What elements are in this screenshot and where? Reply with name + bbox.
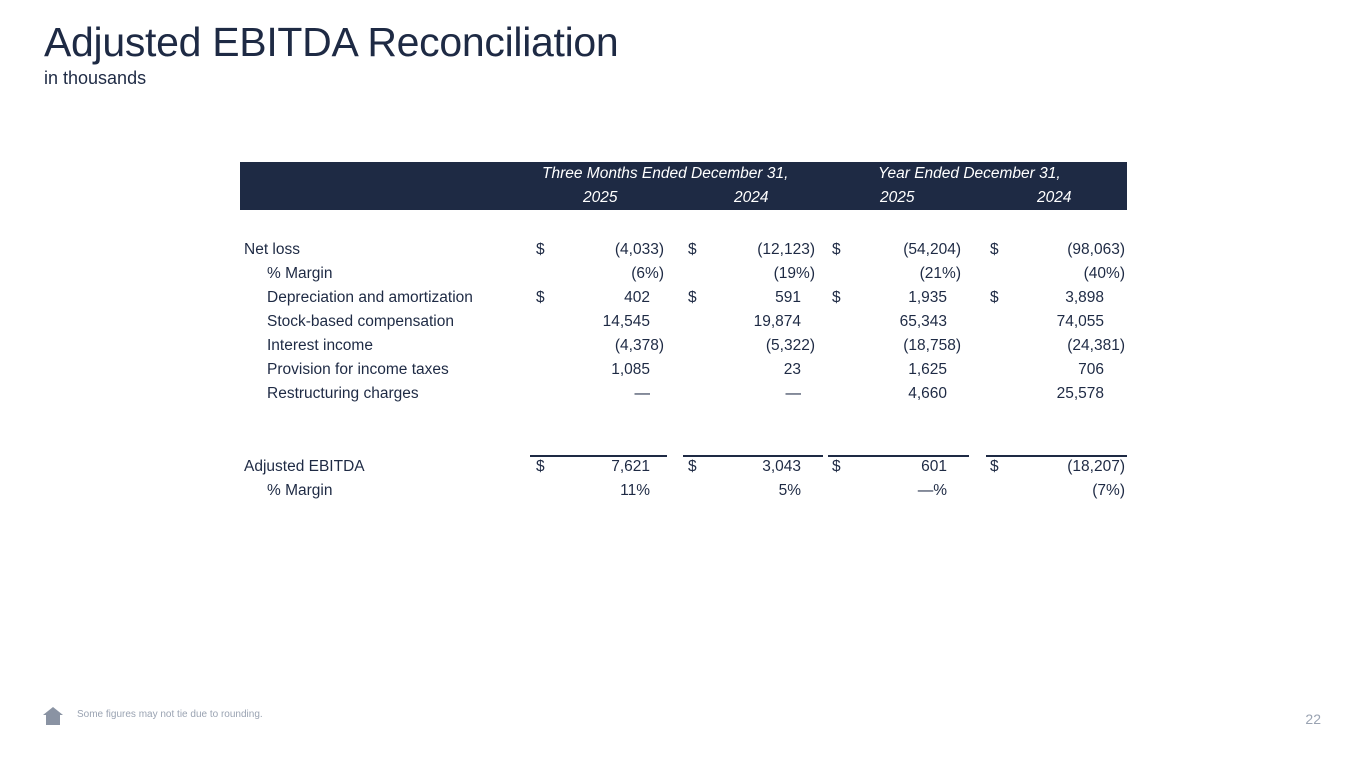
- row-label: Interest income: [267, 337, 373, 354]
- table-row: [240, 455, 1127, 479]
- header-year-col-3: 2025: [880, 189, 915, 206]
- currency-symbol: $: [688, 241, 697, 258]
- cell-value: (18,758): [903, 337, 961, 354]
- row-label: Net loss: [244, 241, 300, 258]
- footnote: Some figures may not tie due to rounding.: [77, 709, 263, 720]
- cell-value: (6%): [631, 265, 664, 282]
- table-row: [240, 286, 1127, 310]
- cell-value: 601: [921, 458, 947, 475]
- cell-value: (4,033): [614, 241, 664, 258]
- cell-value: (12,123): [757, 241, 815, 258]
- table-row: [240, 310, 1127, 334]
- header-year-col-2: 2024: [734, 189, 769, 206]
- cell-value: 4,660: [908, 385, 947, 402]
- header-year: Year Ended December 31,: [878, 165, 1061, 182]
- cell-value: 7,621: [611, 458, 650, 475]
- cell-value: 3,043: [762, 458, 801, 475]
- cell-value: 1,935: [908, 289, 947, 306]
- header-year-col-4: 2024: [1037, 189, 1072, 206]
- cell-value: (18,207): [1067, 458, 1125, 475]
- row-label: Stock-based compensation: [267, 313, 454, 330]
- currency-symbol: $: [688, 289, 697, 306]
- page-title: Adjusted EBITDA Reconciliation: [44, 19, 619, 65]
- header-year-col-1: 2025: [583, 189, 618, 206]
- row-label: % Margin: [267, 265, 333, 282]
- currency-symbol: $: [536, 458, 545, 475]
- header-three-months: Three Months Ended December 31,: [542, 165, 789, 182]
- cell-value: (21%): [919, 265, 961, 282]
- page-subtitle: in thousands: [44, 68, 147, 88]
- table-row: [240, 238, 1127, 262]
- row-label: Provision for income taxes: [267, 361, 449, 378]
- table-body: [240, 210, 1127, 499]
- cell-value: 19,874: [753, 313, 801, 330]
- cell-value: 25,578: [1056, 385, 1104, 402]
- cell-value: (7%): [1092, 482, 1125, 499]
- currency-symbol: $: [990, 458, 999, 475]
- row-label: % Margin: [267, 482, 333, 499]
- row-label: Adjusted EBITDA: [244, 458, 365, 475]
- home-icon[interactable]: [42, 706, 64, 726]
- cell-value: 5%: [778, 482, 801, 499]
- table-row: [240, 334, 1127, 358]
- table-row: [240, 382, 1127, 406]
- cell-value: 11%: [620, 482, 650, 499]
- cell-value: —%: [917, 482, 947, 499]
- cell-value: (98,063): [1067, 241, 1125, 258]
- cell-value: 402: [624, 289, 650, 306]
- cell-value: 14,545: [602, 313, 650, 330]
- cell-value: (19%): [773, 265, 815, 282]
- cell-value: —: [785, 385, 801, 402]
- currency-symbol: $: [832, 458, 841, 475]
- cell-value: (54,204): [903, 241, 961, 258]
- currency-symbol: $: [990, 289, 999, 306]
- currency-symbol: $: [990, 241, 999, 258]
- currency-symbol: $: [688, 458, 697, 475]
- cell-value: 65,343: [899, 313, 947, 330]
- table-row: [240, 262, 1127, 286]
- page-number: 22: [1305, 711, 1321, 727]
- table-row: [240, 358, 1127, 382]
- cell-value: 1,085: [611, 361, 650, 378]
- ebitda-table: [240, 162, 1127, 499]
- table-header: [240, 162, 1127, 210]
- currency-symbol: $: [536, 241, 545, 258]
- cell-value: 706: [1078, 361, 1104, 378]
- cell-value: —: [634, 385, 650, 402]
- currency-symbol: $: [536, 289, 545, 306]
- row-label: Restructuring charges: [267, 385, 419, 402]
- cell-value: (24,381): [1067, 337, 1125, 354]
- table-row: [240, 479, 1127, 503]
- currency-symbol: $: [832, 241, 841, 258]
- row-label: Depreciation and amortization: [267, 289, 473, 306]
- cell-value: 23: [783, 361, 801, 378]
- cell-value: (40%): [1083, 265, 1125, 282]
- cell-value: 1,625: [908, 361, 947, 378]
- cell-value: 591: [775, 289, 801, 306]
- cell-value: (5,322): [765, 337, 815, 354]
- cell-value: 74,055: [1056, 313, 1104, 330]
- currency-symbol: $: [832, 289, 841, 306]
- cell-value: 3,898: [1065, 289, 1104, 306]
- cell-value: (4,378): [614, 337, 664, 354]
